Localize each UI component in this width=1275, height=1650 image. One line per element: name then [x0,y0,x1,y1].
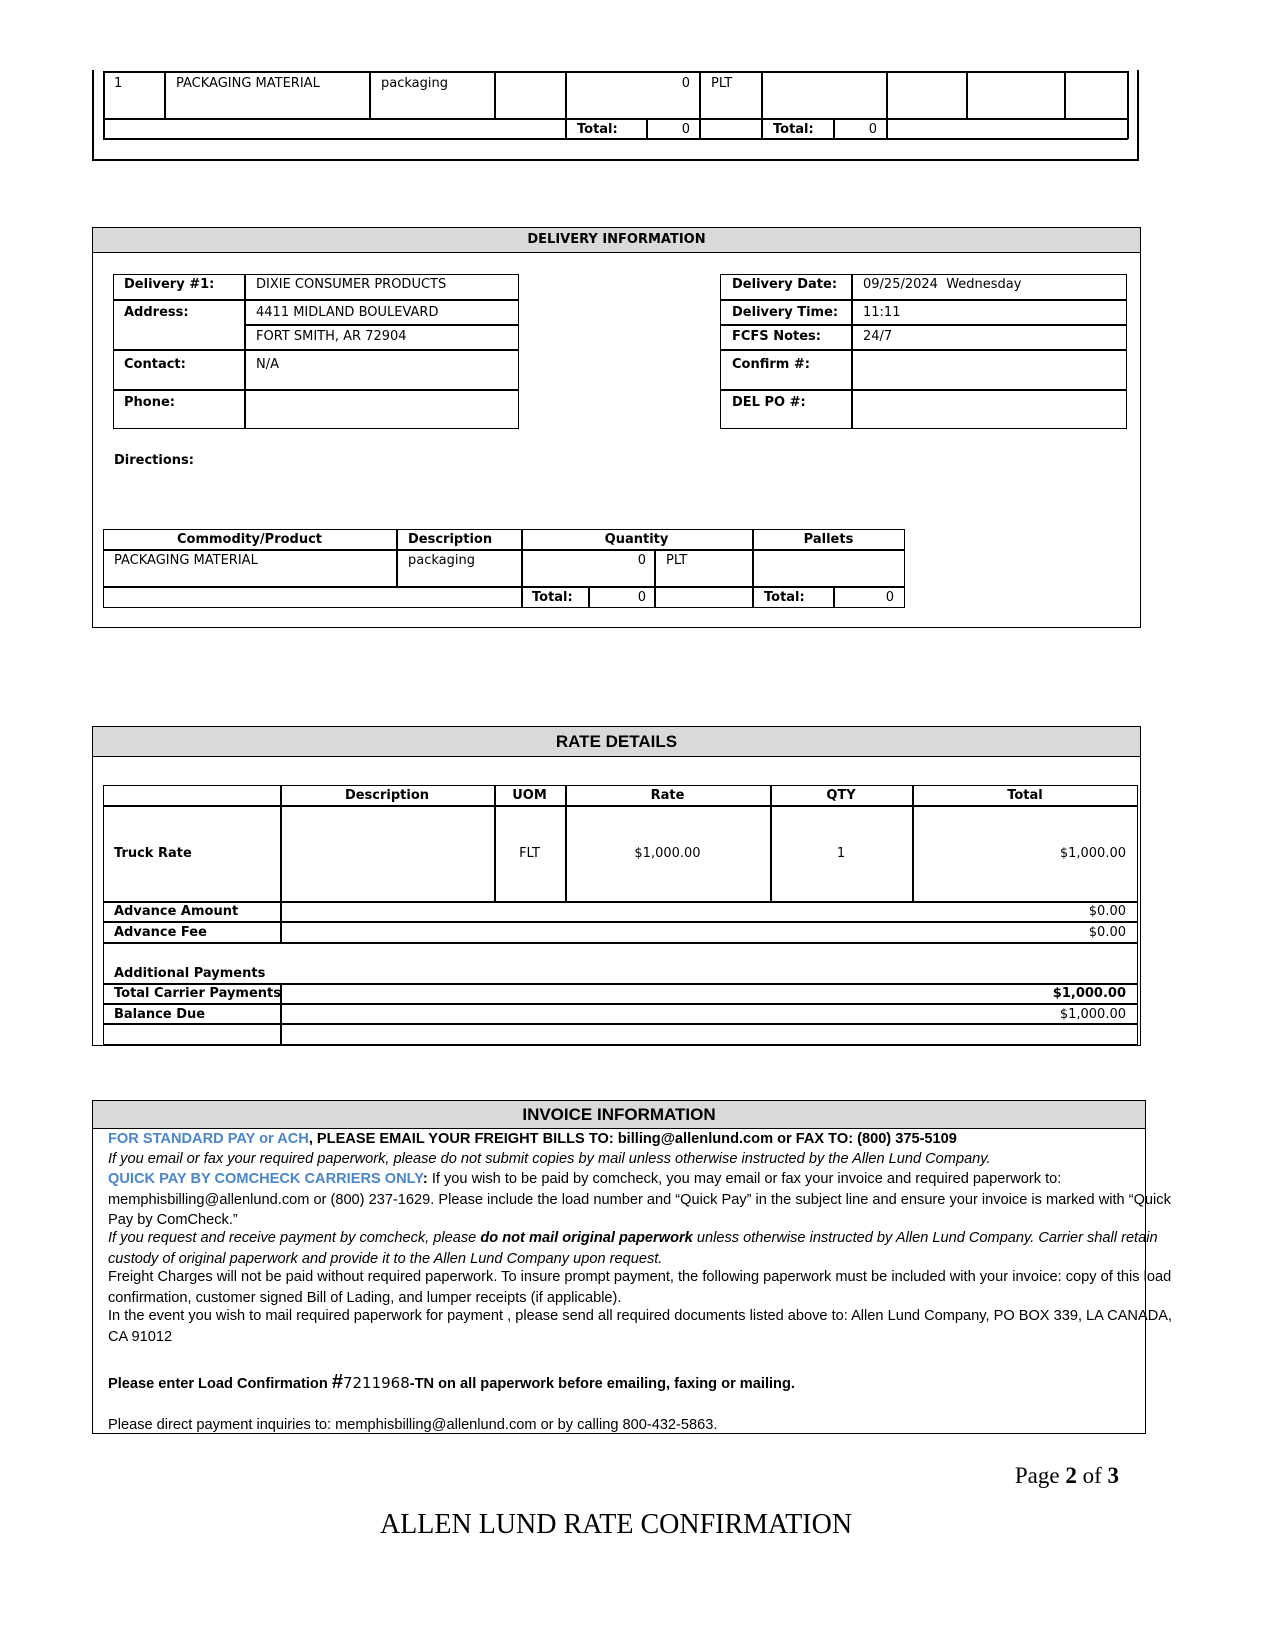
table-col-line [103,71,105,139]
table-row-line [103,1003,1138,1005]
table-bottom-line [103,138,1128,140]
truck-rate-label: Truck Rate [114,846,192,861]
table-col-line [761,71,763,139]
fcfs-notes-value: 24/7 [863,329,893,344]
col-header-qty: QTY [826,788,856,803]
quantity-cell: 0 [637,553,646,568]
table-col-line [369,71,371,119]
standard-pay-highlight: FOR STANDARD PAY or ACH [108,1131,309,1147]
table-row-line [720,299,1127,301]
page-of: of [1076,1463,1108,1488]
advance-amount-label: Advance Amount [114,904,239,919]
quick-pay-colon: : [422,1171,428,1187]
delivery-number-label: Delivery #1: [124,277,215,292]
contact-label: Contact: [124,357,186,372]
balance-due-value: $1,000.00 [1059,1007,1126,1022]
delivery-header: DELIVERY INFORMATION [92,227,1141,253]
table-col-line [280,785,282,943]
standard-pay-text: , PLEASE EMAIL YOUR FREIGHT BILLS TO: billing@allenlund.com or FAX TO: (800) 375-5109 [308,1131,957,1147]
rate-header: RATE DETAILS [92,726,1141,757]
address-line2: FORT SMITH, AR 72904 [256,329,407,344]
table-row-line [103,901,1138,903]
truck-qty: 1 [836,846,846,861]
delivery-date-label: Delivery Date: [732,277,838,292]
pallet-total-value: 0 [868,122,877,137]
delivery-number-value: DIXIE CONSUMER PRODUCTS [256,277,447,292]
quick-pay-paragraph [108,1169,1188,1231]
delivery-time-value: 11:11 [863,305,901,320]
col-header-rate: Rate [650,788,685,803]
description-cell: packaging [408,553,475,568]
contact-value: N/A [256,357,279,372]
load-confirmation-line [108,1372,1188,1395]
truck-uom: FLT [519,846,540,861]
mail-paperwork-paragraph: In the event you wish to mail required paperwork for payment , please send all required documents listed above to: Allen Lund Company, PO BOX 339, LA CANADA, CA 91012 [108,1308,1173,1345]
page-total: 3 [1107,1463,1119,1488]
table-row-line [103,942,1138,944]
qty-total-value: 0 [681,122,690,137]
freight-charges-paragraph: Freight Charges will not be paid without required paperwork. To insure prompt payment, the following paperwork must be included with your invoice: copy of this load confirmation, customer signed Bill of Lading, and lumper receipts (if applicable). [108,1269,1172,1306]
additional-payments-label: Additional Payments [114,966,266,981]
table-col-line [699,71,701,139]
table-row-line [103,586,905,588]
address-label: Address: [124,305,189,320]
col-header-quantity: Quantity [604,532,669,547]
address-line1: 4411 MIDLAND BOULEVARD [256,305,439,320]
col-header-description: Description [408,532,493,547]
load-confirmation-text-b: -TN on all paperwork before emailing, faxing or mailing. [409,1376,795,1392]
phone-label: Phone: [124,395,175,410]
unit-cell: PLT [666,553,688,568]
quantity-cell: 0 [681,76,690,91]
quick-pay-text: If you wish to be paid by comcheck, you may email or fax your invoice and required paperwork to: memphisbilling@allenlund.com or (800) 237-1629. Please include the load number and “Quick Pay” in the subject line and ensure your invoice is marked with “Quick Pay by ComCheck.” [108,1171,1171,1228]
delivery-date-value: 09/25/2024 Wednesday [863,277,1022,292]
col-header-description: Description [344,788,430,803]
table-col-line [164,71,166,119]
total-carrier-payments-label: Total Carrier Payments [114,986,281,1001]
table-col-line [244,274,246,429]
table-row-line [244,324,519,326]
table-col-line [396,529,398,587]
table-row-line [103,983,1138,985]
table-row-line [103,118,1128,120]
comcheck-notice [108,1228,1188,1269]
page-prefix: Page [1014,1463,1066,1488]
confirm-number-label: Confirm #: [732,357,810,372]
table-col-line [1064,71,1066,119]
load-confirmation-text-a: Please enter Load Confirmation [108,1376,332,1392]
col-header-uom: UOM [512,788,547,803]
page-current: 2 [1065,1463,1077,1488]
qty-total-label: Total: [532,590,573,605]
fcfs-notes-label: FCFS Notes: [732,329,821,344]
directions-label: Directions: [114,453,194,468]
truck-total: $1,000.00 [1059,846,1126,861]
email-fax-notice: If you email or fax your required paperwork, please do not submit copies by mail unless otherwise instructed by the Allen Lund Company. [108,1151,991,1167]
page-number [900,1462,1119,1490]
document-title: ALLEN LUND RATE CONFIRMATION [379,1509,853,1540]
unit-cell: PLT [711,76,733,91]
table-col-line [654,549,656,608]
comcheck-emphasis: do not mail original paperwork [480,1230,693,1246]
table-col-line [966,71,968,119]
section-bottom-border [92,159,1139,161]
table-col-line [1127,71,1129,139]
comcheck-text-b: unless otherwise instructed by Allen Lund Company. Carrier shall retain custody of original paperwork and provide it to the Allen Lund Company upon request. [108,1230,1158,1267]
load-confirmation-number: 7211968 [342,1374,410,1392]
load-confirmation-hash: # [331,1371,343,1393]
section-right-border [1137,70,1139,160]
col-header-commodity: Commodity/Product [176,532,323,547]
col-header-total: Total [1007,788,1043,803]
table-col-line [886,71,888,139]
table-row-line [720,349,1127,351]
advance-fee-value: $0.00 [1088,925,1126,940]
invoice-header: INVOICE INFORMATION [92,1100,1146,1129]
advance-amount-value: $0.00 [1088,904,1126,919]
total-carrier-payments-value: $1,000.00 [1052,986,1126,1001]
balance-due-label: Balance Due [114,1007,206,1022]
truck-rate-value: $1,000.00 [634,846,701,861]
col-header-pallets: Pallets [803,532,854,547]
table-row-line [113,389,519,391]
table-row-line [103,805,1138,807]
section-left-border [92,70,94,160]
table-row-line [720,324,1127,326]
advance-fee-label: Advance Fee [114,925,207,940]
pallet-total-label: Total: [764,590,805,605]
commodity-cell: PACKAGING MATERIAL [114,553,258,568]
del-po-label: DEL PO #: [732,395,806,410]
pallet-total-value: 0 [885,590,894,605]
table-row-line [720,389,1127,391]
pallet-total-label: Total: [773,122,814,137]
quick-pay-highlight: QUICK PAY BY COMCHECK CARRIERS ONLY [108,1171,423,1187]
standard-pay-line [108,1129,1188,1150]
table-col-line [833,586,835,608]
row-number: 1 [114,76,123,91]
commodity-cell: PACKAGING MATERIAL [176,76,320,91]
table-row-line [103,549,905,551]
qty-total-label: Total: [577,122,618,137]
table-row-line [113,349,519,351]
table-row-line [103,1023,1138,1025]
payment-inquiries-line: Please direct payment inquiries to: memphisbilling@allenlund.com or by calling 800-432-5863. [108,1417,718,1433]
table-col-line [565,71,567,139]
table-col-line [851,274,853,429]
table-top-line [103,71,1128,73]
table-col-line [494,71,496,119]
description-cell: packaging [381,76,448,91]
delivery-time-label: Delivery Time: [732,305,839,320]
table-row-line [103,921,1138,923]
table-row-line [113,299,519,301]
qty-total-value: 0 [637,590,646,605]
comcheck-text-a: If you request and receive payment by comcheck, please [108,1230,481,1246]
